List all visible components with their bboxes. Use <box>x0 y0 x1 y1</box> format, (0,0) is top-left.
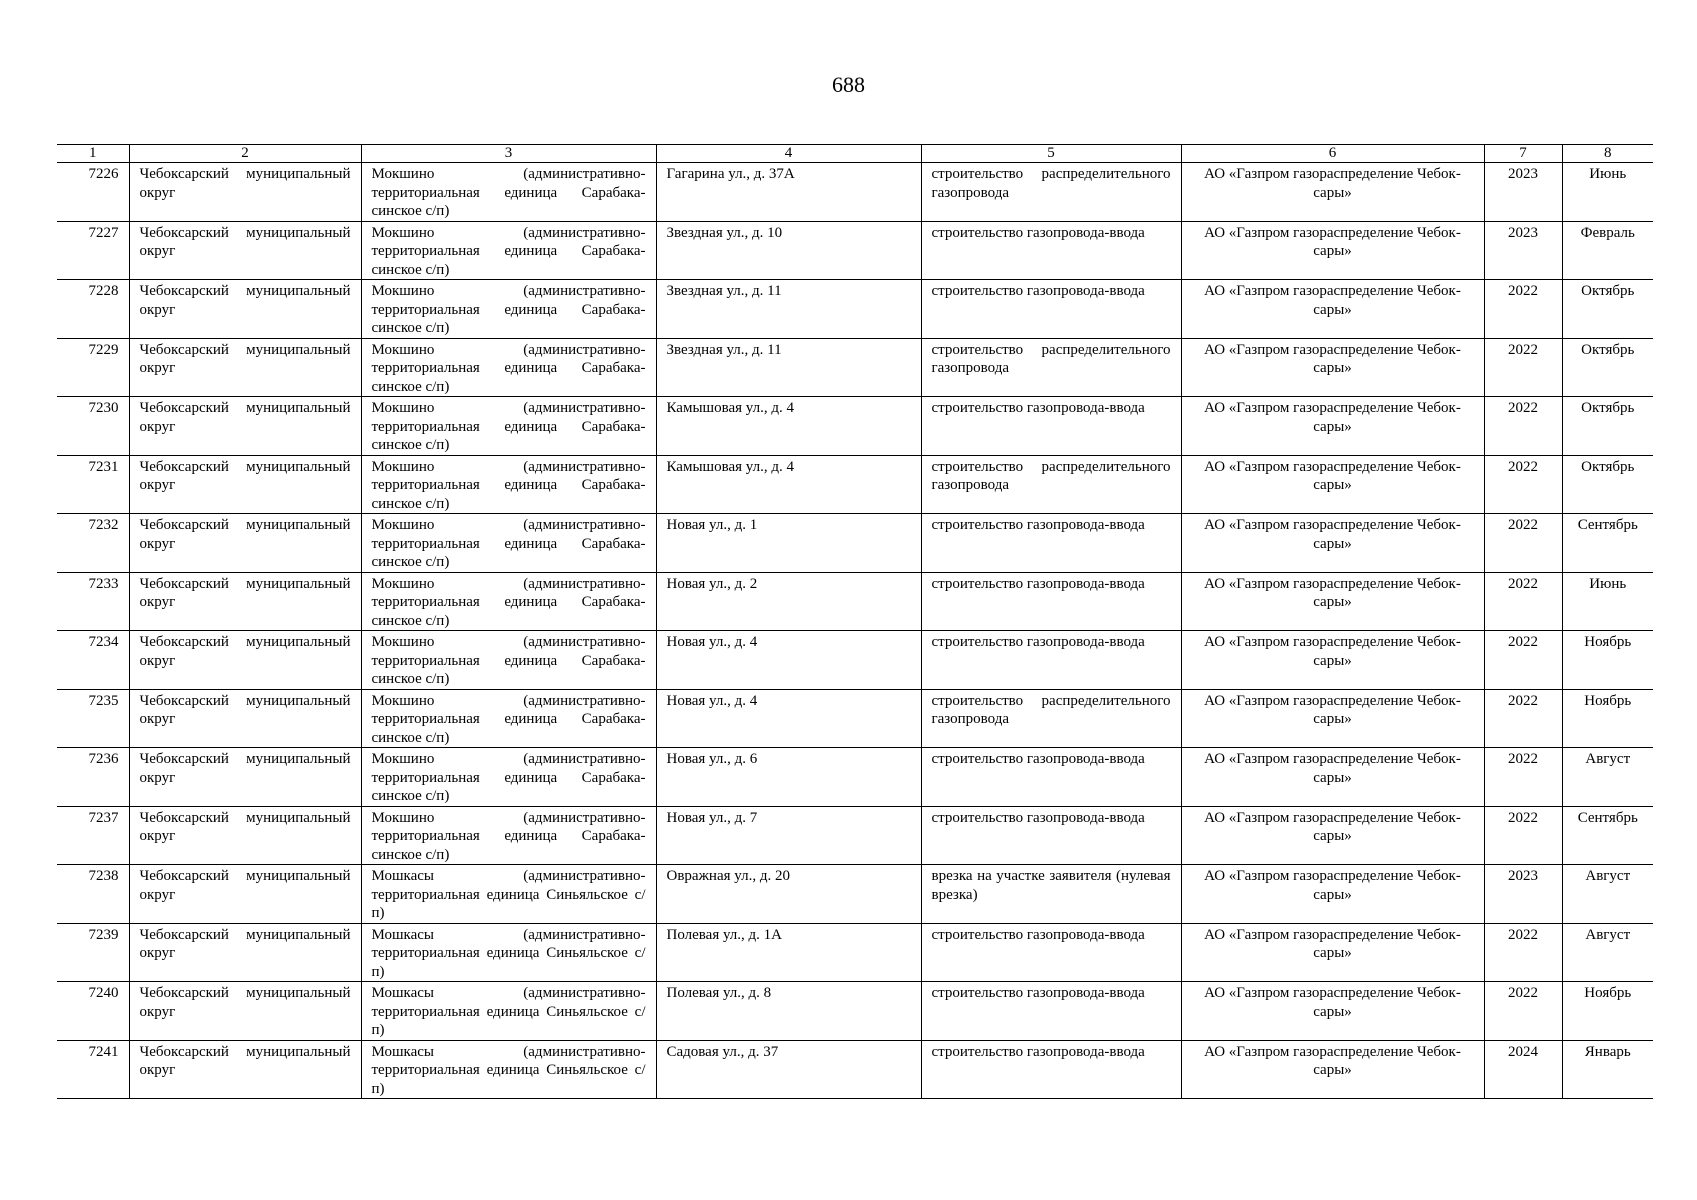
month-cell: Октябрь <box>1562 397 1653 456</box>
address-cell: Новая ул., д. 7 <box>656 806 921 865</box>
year-cell: 2022 <box>1484 280 1562 339</box>
work-type-cell: строительство распределительного газопровода <box>921 163 1181 222</box>
table-row <box>57 923 1653 982</box>
address-cell: Звездная ул., д. 11 <box>656 338 921 397</box>
table-row <box>57 982 1653 1041</box>
organization-cell: АО «Газпром газораспределение Чебоксары» <box>1181 923 1484 982</box>
locality-cell: Мокшино (административно-территориальная единица Сарабакасинское с/п) <box>361 280 656 339</box>
table-row <box>57 689 1653 748</box>
organization-cell: АО «Газпром газораспределение Чебоксары» <box>1181 865 1484 924</box>
column-header: 8 <box>1562 145 1653 163</box>
row-number-cell: 7231 <box>57 455 129 514</box>
year-cell: 2023 <box>1484 163 1562 222</box>
address-cell: Новая ул., д. 4 <box>656 631 921 690</box>
table-body <box>57 163 1653 1099</box>
row-number-cell: 7228 <box>57 280 129 339</box>
year-cell: 2022 <box>1484 923 1562 982</box>
address-cell: Новая ул., д. 1 <box>656 514 921 573</box>
work-type-cell: строительство газопровода-ввода <box>921 1040 1181 1099</box>
column-header: 5 <box>921 145 1181 163</box>
locality-cell: Мокшино (административно-территориальная единица Сарабакасинское с/п) <box>361 631 656 690</box>
organization-cell: АО «Газпром газораспределение Чебоксары» <box>1181 163 1484 222</box>
month-cell: Август <box>1562 865 1653 924</box>
month-cell: Октябрь <box>1562 338 1653 397</box>
locality-cell: Мокшино (административно-территориальная единица Сарабакасинское с/п) <box>361 397 656 456</box>
row-number-cell: 7235 <box>57 689 129 748</box>
district-cell: Чебоксарский муниципальный округ <box>129 455 361 514</box>
locality-cell: Мокшино (административно-территориальная единица Сарабакасинское с/п) <box>361 338 656 397</box>
address-cell: Новая ул., д. 4 <box>656 689 921 748</box>
locality-cell: Мошкасы (административно-территориальная единица Синьяльское с/п) <box>361 982 656 1041</box>
district-cell: Чебоксарский муниципальный округ <box>129 631 361 690</box>
row-number-cell: 7234 <box>57 631 129 690</box>
district-cell: Чебоксарский муниципальный округ <box>129 982 361 1041</box>
table-row <box>57 806 1653 865</box>
address-cell: Звездная ул., д. 10 <box>656 221 921 280</box>
organization-cell: АО «Газпром газораспределение Чебоксары» <box>1181 982 1484 1041</box>
district-cell: Чебоксарский муниципальный округ <box>129 572 361 631</box>
district-cell: Чебоксарский муниципальный округ <box>129 221 361 280</box>
locality-cell: Мокшино (административно-территориальная единица Сарабакасинское с/п) <box>361 572 656 631</box>
address-cell: Камышовая ул., д. 4 <box>656 397 921 456</box>
year-cell: 2022 <box>1484 689 1562 748</box>
locality-cell: Мокшино (административно-территориальная единица Сарабакасинское с/п) <box>361 806 656 865</box>
locality-cell: Мокшино (административно-территориальная единица Сарабакасинское с/п) <box>361 748 656 807</box>
month-cell: Июнь <box>1562 572 1653 631</box>
locality-cell: Мошкасы (административно-территориальная единица Синьяльское с/п) <box>361 1040 656 1099</box>
work-type-cell: строительство газопровода-ввода <box>921 806 1181 865</box>
work-type-cell: строительство газопровода-ввода <box>921 280 1181 339</box>
month-cell: Январь <box>1562 1040 1653 1099</box>
work-type-cell: строительство газопровода-ввода <box>921 572 1181 631</box>
table-row <box>57 397 1653 456</box>
organization-cell: АО «Газпром газораспределение Чебоксары» <box>1181 514 1484 573</box>
table-row <box>57 631 1653 690</box>
district-cell: Чебоксарский муниципальный округ <box>129 514 361 573</box>
year-cell: 2023 <box>1484 221 1562 280</box>
row-number-cell: 7237 <box>57 806 129 865</box>
month-cell: Ноябрь <box>1562 689 1653 748</box>
work-type-cell: строительство газопровода-ввода <box>921 514 1181 573</box>
locality-cell: Мокшино (административно-территориальная единица Сарабакасинское с/п) <box>361 221 656 280</box>
month-cell: Сентябрь <box>1562 806 1653 865</box>
address-cell: Камышовая ул., д. 4 <box>656 455 921 514</box>
year-cell: 2022 <box>1484 338 1562 397</box>
district-cell: Чебоксарский муниципальный округ <box>129 163 361 222</box>
organization-cell: АО «Газпром газораспределение Чебоксары» <box>1181 397 1484 456</box>
table-row <box>57 338 1653 397</box>
year-cell: 2022 <box>1484 455 1562 514</box>
organization-cell: АО «Газпром газораспределение Чебоксары» <box>1181 631 1484 690</box>
row-number-cell: 7233 <box>57 572 129 631</box>
work-type-cell: строительство газопровода-ввода <box>921 748 1181 807</box>
table-row <box>57 455 1653 514</box>
row-number-cell: 7230 <box>57 397 129 456</box>
locality-cell: Мошкасы (административно-территориальная единица Синьяльское с/п) <box>361 923 656 982</box>
address-cell: Полевая ул., д. 1А <box>656 923 921 982</box>
locality-cell: Мокшино (административно-территориальная единица Сарабакасинское с/п) <box>361 514 656 573</box>
table-row <box>57 280 1653 339</box>
organization-cell: АО «Газпром газораспределение Чебоксары» <box>1181 806 1484 865</box>
district-cell: Чебоксарский муниципальный округ <box>129 280 361 339</box>
row-number-cell: 7232 <box>57 514 129 573</box>
address-cell: Овражная ул., д. 20 <box>656 865 921 924</box>
locality-cell: Мокшино (административно-территориальная единица Сарабакасинское с/п) <box>361 689 656 748</box>
organization-cell: АО «Газпром газораспределение Чебоксары» <box>1181 572 1484 631</box>
table-row <box>57 748 1653 807</box>
row-number-cell: 7241 <box>57 1040 129 1099</box>
organization-cell: АО «Газпром газораспределение Чебоксары» <box>1181 338 1484 397</box>
year-cell: 2022 <box>1484 631 1562 690</box>
year-cell: 2022 <box>1484 397 1562 456</box>
district-cell: Чебоксарский муниципальный округ <box>129 689 361 748</box>
year-cell: 2022 <box>1484 514 1562 573</box>
month-cell: Ноябрь <box>1562 631 1653 690</box>
table-row <box>57 163 1653 222</box>
organization-cell: АО «Газпром газораспределение Чебоксары» <box>1181 221 1484 280</box>
address-cell: Полевая ул., д. 8 <box>656 982 921 1041</box>
table-row <box>57 514 1653 573</box>
locality-cell: Мошкасы (административно-территориальная единица Синьяльское с/п) <box>361 865 656 924</box>
year-cell: 2022 <box>1484 982 1562 1041</box>
year-cell: 2022 <box>1484 572 1562 631</box>
row-number-cell: 7226 <box>57 163 129 222</box>
month-cell: Август <box>1562 923 1653 982</box>
header-row <box>57 145 1653 163</box>
row-number-cell: 7229 <box>57 338 129 397</box>
table-row <box>57 221 1653 280</box>
month-cell: Февраль <box>1562 221 1653 280</box>
month-cell: Август <box>1562 748 1653 807</box>
month-cell: Сентябрь <box>1562 514 1653 573</box>
work-type-cell: строительство газопровода-ввода <box>921 221 1181 280</box>
page-number: 688 <box>832 72 865 97</box>
row-number-cell: 7227 <box>57 221 129 280</box>
district-cell: Чебоксарский муниципальный округ <box>129 865 361 924</box>
address-cell: Новая ул., д. 2 <box>656 572 921 631</box>
organization-cell: АО «Газпром газораспределение Чебоксары» <box>1181 748 1484 807</box>
district-cell: Чебоксарский муниципальный округ <box>129 923 361 982</box>
year-cell: 2022 <box>1484 748 1562 807</box>
work-type-cell: строительство газопровода-ввода <box>921 631 1181 690</box>
organization-cell: АО «Газпром газораспределение Чебоксары» <box>1181 689 1484 748</box>
work-type-cell: строительство газопровода-ввода <box>921 923 1181 982</box>
column-header: 1 <box>57 145 129 163</box>
locality-cell: Мокшино (административно-территориальная единица Сарабакасинское с/п) <box>361 455 656 514</box>
organization-cell: АО «Газпром газораспределение Чебоксары» <box>1181 1040 1484 1099</box>
work-type-cell: строительство распределительного газопровода <box>921 455 1181 514</box>
work-type-cell: врезка на участке заявителя (нулевая врезка) <box>921 865 1181 924</box>
row-number-cell: 7239 <box>57 923 129 982</box>
column-header: 7 <box>1484 145 1562 163</box>
district-cell: Чебоксарский муниципальный округ <box>129 338 361 397</box>
column-header: 3 <box>361 145 656 163</box>
gasification-table <box>57 144 1653 1099</box>
month-cell: Октябрь <box>1562 280 1653 339</box>
table-row <box>57 1040 1653 1099</box>
district-cell: Чебоксарский муниципальный округ <box>129 748 361 807</box>
address-cell: Звездная ул., д. 11 <box>656 280 921 339</box>
work-type-cell: строительство газопровода-ввода <box>921 397 1181 456</box>
district-cell: Чебоксарский муниципальный округ <box>129 397 361 456</box>
row-number-cell: 7240 <box>57 982 129 1041</box>
organization-cell: АО «Газпром газораспределение Чебоксары» <box>1181 455 1484 514</box>
year-cell: 2023 <box>1484 865 1562 924</box>
table-row <box>57 572 1653 631</box>
address-cell: Новая ул., д. 6 <box>656 748 921 807</box>
column-header: 6 <box>1181 145 1484 163</box>
organization-cell: АО «Газпром газораспределение Чебоксары» <box>1181 280 1484 339</box>
year-cell: 2022 <box>1484 806 1562 865</box>
month-cell: Ноябрь <box>1562 982 1653 1041</box>
work-type-cell: строительство газопровода-ввода <box>921 982 1181 1041</box>
row-number-cell: 7236 <box>57 748 129 807</box>
table-row <box>57 865 1653 924</box>
district-cell: Чебоксарский муниципальный округ <box>129 806 361 865</box>
column-header: 4 <box>656 145 921 163</box>
address-cell: Гагарина ул., д. 37А <box>656 163 921 222</box>
address-cell: Садовая ул., д. 37 <box>656 1040 921 1099</box>
work-type-cell: строительство распределительного газопровода <box>921 338 1181 397</box>
month-cell: Октябрь <box>1562 455 1653 514</box>
district-cell: Чебоксарский муниципальный округ <box>129 1040 361 1099</box>
locality-cell: Мокшино (административно-территориальная единица Сарабакасинское с/п) <box>361 163 656 222</box>
column-header: 2 <box>129 145 361 163</box>
row-number-cell: 7238 <box>57 865 129 924</box>
month-cell: Июнь <box>1562 163 1653 222</box>
year-cell: 2024 <box>1484 1040 1562 1099</box>
work-type-cell: строительство распределительного газопровода <box>921 689 1181 748</box>
